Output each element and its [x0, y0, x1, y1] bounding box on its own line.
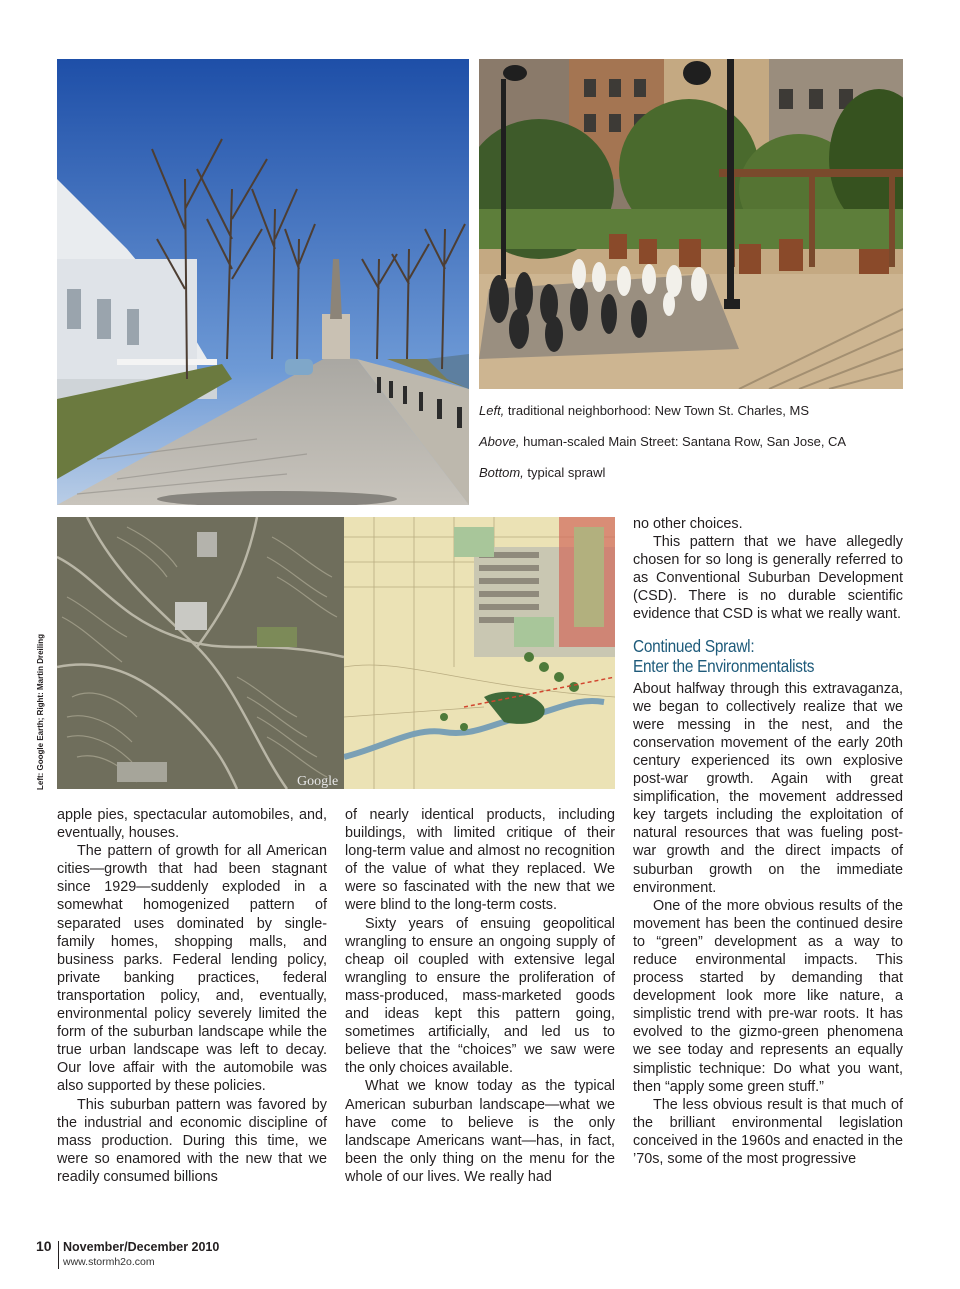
- section-heading-line-2: Enter the Environmentalists: [633, 655, 815, 676]
- photo-traditional-neighborhood: [57, 59, 469, 505]
- paragraph: What we know today as the typical American suburban landscape—what we have come to believe is the only landscape Americans want—has, in fact, been the only thing on the menu for the whole of our lives. We really had: [345, 1078, 615, 1185]
- paragraph: no other choices.: [633, 516, 743, 532]
- photo-site-plan: [344, 517, 615, 789]
- page-number: 10: [36, 1238, 52, 1254]
- footer-divider: [58, 1241, 59, 1269]
- paragraph: This pattern that we have allegedly chosen for so long is generally referred to as Conventional Suburban Development (CSD). There is no durable scientific evidence that CSD is what we really want.: [633, 534, 903, 623]
- paragraph: The less obvious result is that much of the brilliant environmental legislation conceived in the 1960s and enacted in the ’70s, some of the most progressive: [633, 1096, 903, 1167]
- paragraph: This suburban pattern was favored by the industrial and economic discipline of mass production. During this time, we were so enamored with the new that we readily consumed billions: [57, 1096, 327, 1185]
- article-column-3: [633, 515, 903, 1168]
- caption-left-label: Left,: [479, 403, 505, 418]
- photo-aerial-sprawl: [57, 517, 344, 789]
- caption-above-label: Above,: [479, 434, 520, 449]
- article-column-1: [57, 806, 327, 1186]
- paragraph: Sixty years of ensuing geopolitical wrangling to ensure an ongoing supply of cheap oil coupled with extensive legal wrangling to ensure the proliferation of mass-produced, mass-marketed goods and ideas kept this pattern going, sometimes artificially, and led us to believe that the “choices” we saw were the only choices available.: [345, 915, 615, 1077]
- article-column-2: [345, 806, 615, 1186]
- paragraph: of nearly identical products, including buildings, with limited critique of their long-term value and almost no recognition of the value of what they replaced. We were so fascinated with the new that we were blind to the long-term costs.: [345, 807, 615, 914]
- caption-bottom-label: Bottom,: [479, 465, 524, 480]
- paragraph: apple pies, spectacular automobiles, and, eventually, houses.: [57, 807, 327, 842]
- section-heading-line-1: Continued Sprawl:: [633, 635, 755, 656]
- paragraph: About halfway through this extravaganza, we began to collectively realize that we were messing in the nest, and the conservation movement of the early 20th century experienced its own explosive post-war growth. Again with great simplification, the movement addressed key targets including the exploitation of natural resources that was fueling post-war growth and the direct impacts of suburban growth on the immediate environment.: [633, 680, 903, 896]
- caption-left-text: traditional neighborhood: New Town St. Charles, MS: [504, 403, 809, 418]
- caption-bottom: [479, 465, 605, 481]
- paragraph: The pattern of growth for all American cities—growth that had been stagnant since 1929—suddenly exploded in a somewhat homogenized pattern of separated uses dominated by single-family homes, shopping malls, and business parks. Federal lending policy, private banking practices, federal transportation policy, and, eventually, environmental policy severely limited the form of the suburban landscape while the true urban landscape was left to decay. Our love affair with the automobile was also supported by these policies.: [57, 843, 327, 1095]
- aerial-watermark: Google: [297, 774, 339, 789]
- issue-date: November/December 2010: [63, 1240, 220, 1254]
- paragraph: One of the more obvious results of the movement has been the continued desire to “green” development as a way to reduce environmental impacts. This process started by demanding that development look more like nature, a simplistic trend with pre-war roots. It has evolved to the gizmo-green phenomena we see today and represents an equally simplistic technique: Do what you want, then “apply some green stuff.”: [633, 897, 903, 1095]
- caption-above: [479, 434, 846, 450]
- caption-bottom-text: typical sprawl: [523, 465, 606, 480]
- photo-santana-row: [479, 59, 903, 389]
- photo-credit: Left: Google Earth; Right: Martin Dreiling: [36, 634, 45, 790]
- caption-above-text: human-scaled Main Street: Santana Row, San Jose, CA: [519, 434, 847, 449]
- section-heading: [633, 636, 915, 676]
- caption-left: [479, 403, 809, 419]
- website-url: www.stormh2o.com: [63, 1256, 155, 1268]
